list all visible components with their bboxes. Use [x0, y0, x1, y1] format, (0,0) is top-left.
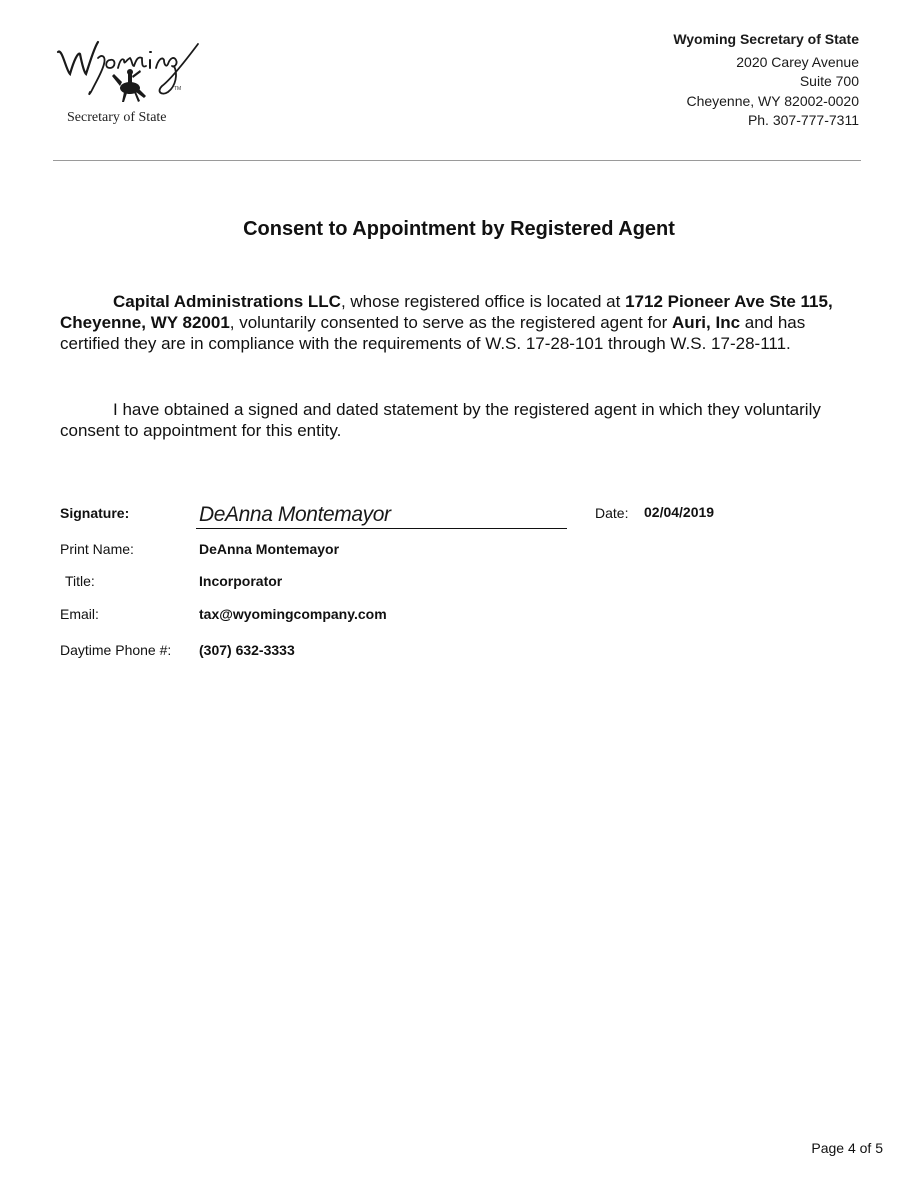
title-value: Incorporator	[199, 573, 283, 589]
handwritten-signature: DeAnna Montemayor	[199, 503, 391, 526]
organization-name: Wyoming Secretary of State	[673, 31, 859, 47]
email-value: tax@wyomingcompany.com	[199, 606, 387, 622]
registered-office-address: 1712 Pioneer Ave Ste 115, Cheyenne, WY 82001	[60, 292, 833, 332]
phone-number: Ph. 307-777-7311	[747, 112, 859, 128]
address-line-3: Cheyenne, WY 82002-0020	[686, 92, 859, 109]
daytime-phone-value: (307) 632-3333	[199, 642, 295, 658]
svg-text:TM: TM	[174, 86, 182, 92]
entity-name: Auri, Inc	[672, 313, 741, 332]
title-label: Title:	[65, 573, 95, 589]
sos-address-block	[673, 30, 859, 131]
email-label: Email:	[60, 606, 99, 622]
paragraph-text-b: , voluntarily consented to serve as the registered agent for	[229, 313, 673, 332]
paragraph-text-c: and has certified they are in compliance with the requirements of W.S. 17-28-101 through W.S. 17-28-111.	[60, 313, 806, 353]
address-line-2: Suite 700	[799, 73, 859, 89]
header-divider	[53, 160, 861, 161]
address-line-1: 2020 Carey Avenue	[736, 53, 859, 70]
statement-text: I have obtained a signed and dated statement by the registered agent in which they voluntarily consent to appointment for this entity.	[60, 400, 821, 440]
wyoming-sos-logo	[52, 30, 202, 130]
consent-paragraph	[60, 291, 860, 354]
signature-line	[196, 528, 567, 529]
bucking-horse-wordmark-icon	[52, 30, 202, 110]
document-title: Consent to Appointment by Registered Agent	[243, 218, 675, 240]
page-number: Page 4 of 5	[811, 1140, 883, 1156]
print-name-label: Print Name:	[60, 541, 134, 557]
logo-subtitle: Secretary of State	[67, 110, 167, 125]
signature-label: Signature:	[60, 505, 130, 521]
agent-name: Capital Administrations LLC	[113, 292, 341, 311]
date-label: Date:	[595, 505, 629, 521]
date-value: 02/04/2019	[644, 504, 715, 520]
print-name-value: DeAnna Montemayor	[199, 541, 340, 557]
daytime-phone-label: Daytime Phone #:	[60, 642, 172, 658]
statement-paragraph	[60, 399, 860, 441]
paragraph-text-a: , whose registered office is located at	[340, 292, 626, 311]
